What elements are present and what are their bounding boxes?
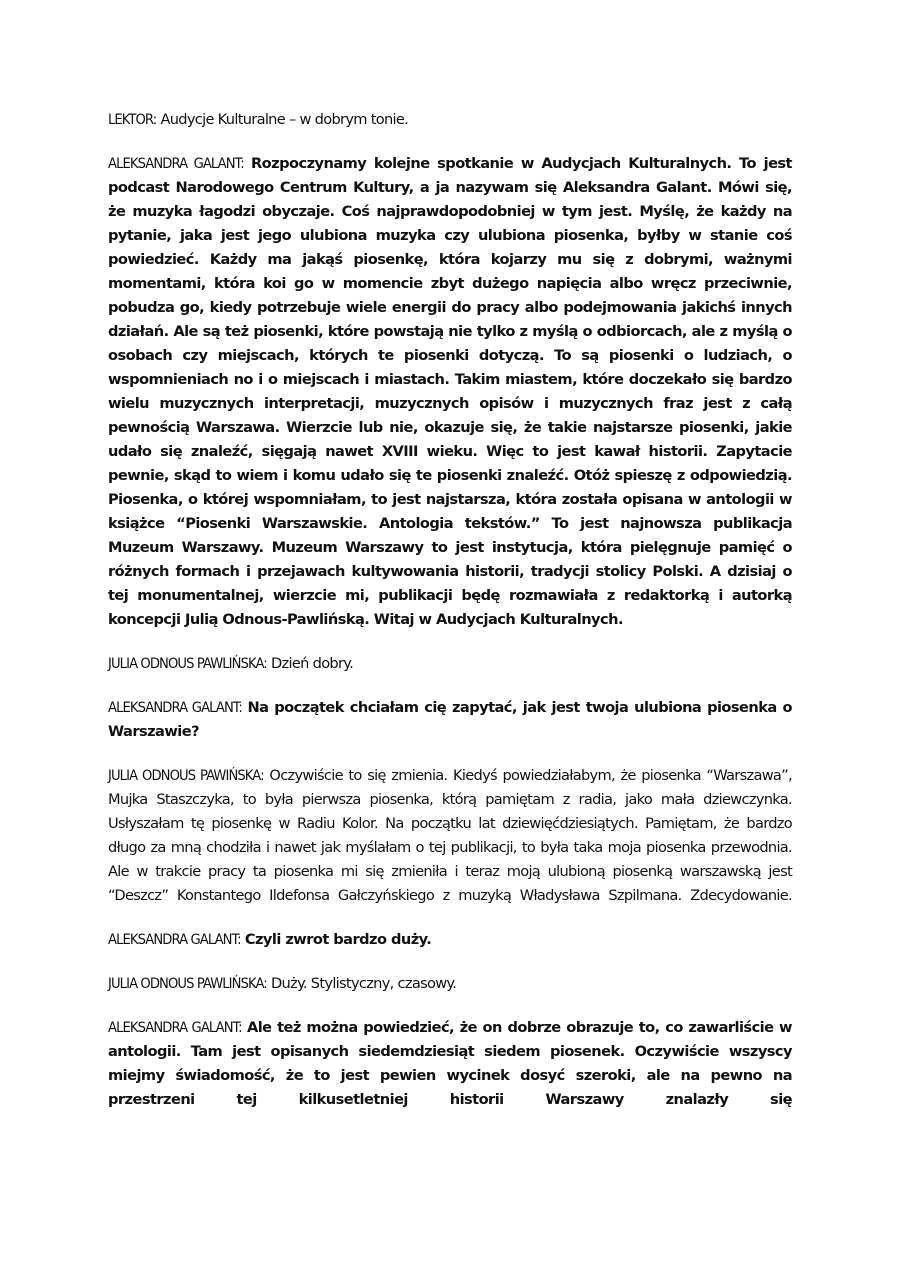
- paragraph-galant-intro: [108, 152, 792, 632]
- speech-text: Audycje Kulturalne – w dobrym tonie.: [160, 111, 409, 128]
- speech-text: Oczywiście to się zmienia. Kiedyś powiedziałabym, że piosenka “Warszawa”, Mujka Staszczyka, to była pierwsza piosenka, którą pamiętam z radia, jako mała dziewczynka. Usłyszałam tę piosenkę w Radiu Kolor. Na początku lat dziewięćdziesiątych. Pamiętam, że bardzo długo za mną chodziła i nawet jak myślałam o tej publikacji, to była taka moja piosenka przewodnia. Ale w trakcie pracy ta piosenka mi się zmieniła i teraz moją ulubioną piosenką warszawską jest “Deszcz” Konstantego Ildefonsa Gałczyńskiego z muzyką Władysława Szpilmana. Zdecydowanie.: [108, 767, 792, 904]
- speech-text: Ale też można powiedzieć, że on dobrze obrazuje to, co zawarliście w antologii. Tam jest opisanych siedemdziesiąt siedem piosenek. Oczywiście wszyscy miejmy świadomość, że to jest pewien wycinek dosyć szeroki, ale na pewno na przestrzeni tej kilkusetletniej historii Warszawy znalazły się: [108, 1019, 792, 1108]
- speaker-label: JULIA ODNOUS PAWLIŃSKA:: [108, 975, 267, 992]
- speaker-label: JULIA ODNOUS PAWLIŃSKA:: [108, 655, 267, 672]
- speech-text: Na początek chciałam cię zapytać, jak jest twoja ulubiona piosenka o Warszawie?: [108, 699, 793, 740]
- speaker-label: ALEKSANDRA GALANT:: [108, 699, 242, 716]
- speaker-label: ALEKSANDRA GALANT:: [108, 155, 244, 172]
- paragraph-lektor: [108, 108, 792, 132]
- speech-text: Rozpoczynamy kolejne spotkanie w Audycjach Kulturalnych. To jest podcast Narodowego Centrum Kultury, a ja nazywam się Aleksandra Galant. Mówi się, że muzyka łagodzi obyczaje. Coś najprawdopodobniej w tym jest. Myślę, że każdy na pytanie, jaka jest jego ulubiona muzyka czy ulubiona piosenka, byłby w stanie coś powiedzieć. Każdy ma jakąś piosenkę, która kojarzy mu się z dobrymi, ważnymi momentami, która koi go w momencie zbyt dużego napięcia albo wręcz przeciwnie, pobudza go, kiedy potrzebuje wiele energii do pracy albo podejmowania jakichś innych działań. Ale są też piosenki, które powstają nie tylko z myślą o odbiorcach, ale z myślą o osobach czy miejscach, których te piosenki dotyczą. To są piosenki o ludziach, o wspomnieniach no i o miejscach i miastach. Takim miastem, które doczekało się bardzo wielu muzycznych interpretacji, muzycznych opisów i muzycznych fraz jest z całą pewnością Warszawa. Wierzcie lub nie, okazuje się, że takie najstarsze piosenki, jakie udało się znaleźć, sięgają nawet XVIII wieku. Więc to jest kawał historii. Zapytacie pewnie, skąd to wiem i komu udało się te piosenki znaleźć. Otóż spieszę z odpowiedzią. Piosenka, o której wspomniałam, to jest najstarsza, która została opisana w antologii w książce “Piosenki Warszawskie. Antologia tekstów.” To jest najnowsza publikacja Muzeum Warszawy. Muzeum Warszawy to jest instytucja, która pielęgnuje pamięć o różnych formach i przejawach kultywowania historii, tradycji stolicy Polski. A dzisiaj o tej monumentalnej, wierzcie mi, publikacji będę rozmawiała z redaktorką i autorką koncepcji Julią Odnous-Pawlińską. Witaj w Audycjach Kulturalnych.: [108, 155, 792, 628]
- paragraph-galant-remark: [108, 928, 792, 952]
- speaker-label: JULIA ODNOUS PAWIŃSKA:: [108, 767, 264, 784]
- paragraph-julia-greeting: [108, 652, 792, 676]
- speaker-label: ALEKSANDRA GALANT:: [108, 931, 241, 948]
- speech-text: Dzień dobry.: [271, 655, 354, 672]
- paragraph-galant-question: [108, 696, 792, 744]
- paragraph-julia-reply: [108, 972, 792, 996]
- paragraph-julia-answer: [108, 764, 792, 908]
- speech-text: Duży. Stylistyczny, czasowy.: [271, 975, 457, 992]
- speaker-label: LEKTOR:: [108, 111, 157, 128]
- speech-text: Czyli zwrot bardzo duży.: [244, 931, 432, 948]
- document-page: [108, 108, 792, 1132]
- speaker-label: ALEKSANDRA GALANT:: [108, 1019, 242, 1036]
- paragraph-galant-anthology: [108, 1016, 792, 1112]
